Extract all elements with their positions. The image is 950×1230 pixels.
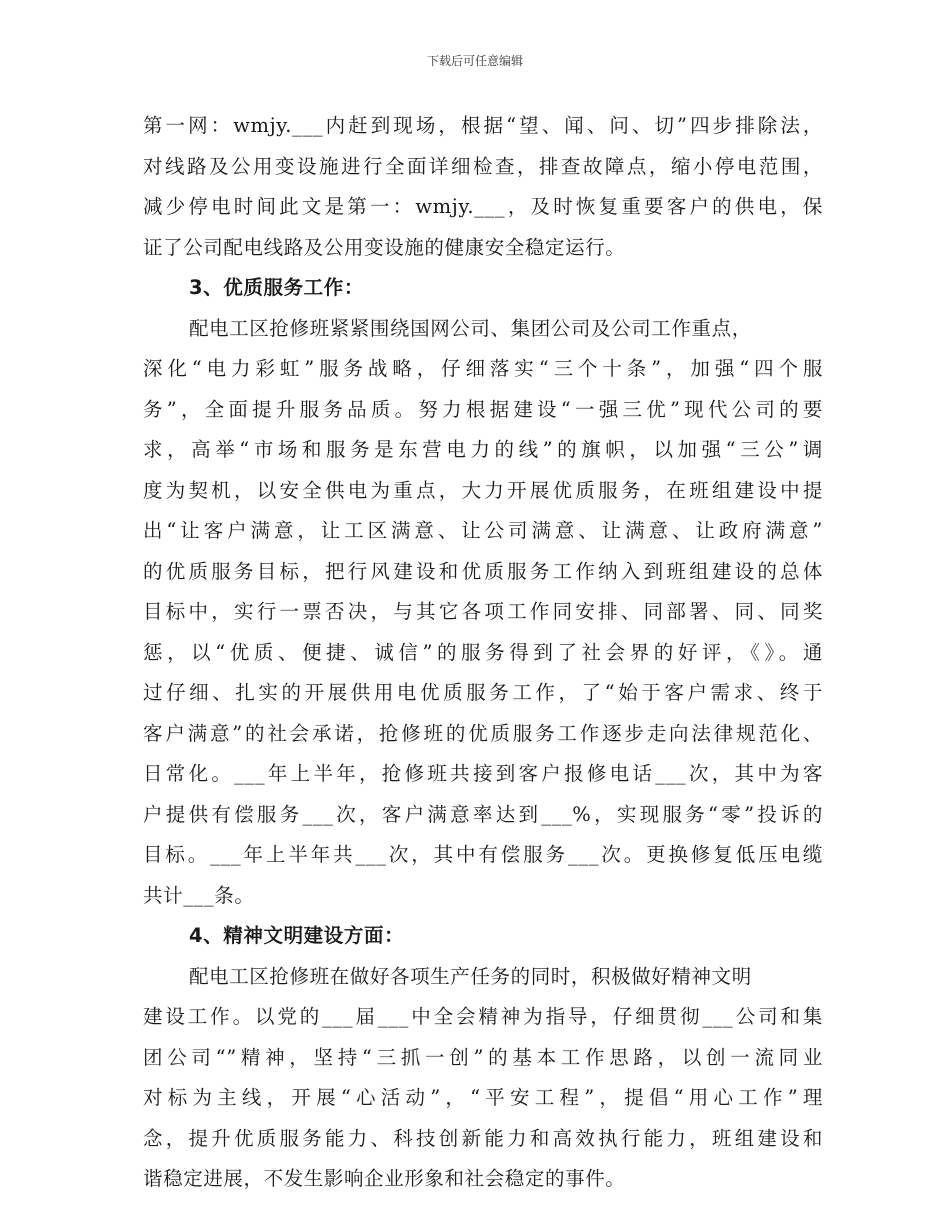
- section-heading-3: 3、优质服务工作：: [189, 276, 364, 299]
- text-line: 务”，全面提升服务品质。努力根据建设“一强三优”现代公司的要: [143, 397, 823, 421]
- text-line: 目标。___年上半年共___次，其中有偿服务___次。更换修复低压电缆: [143, 843, 823, 866]
- text-line: 对线路及公用变设施进行全面详细检查，排查故障点，缩小停电范围，: [143, 154, 823, 178]
- text-line: 度为契机，以安全供电为重点，大力开展优质服务，在班组建设中提: [143, 478, 823, 502]
- document-body: [143, 106, 823, 1200]
- text-line: 谐稳定进展，不发生影响企业形象和社会稳定的事件。: [143, 1167, 626, 1190]
- text-line: 配电工区抢修班在做好各项生产任务的同时，积极做好精神文明: [189, 964, 752, 988]
- text-line: 第一网：wmjy.___内赶到现场，根据“望、闻、问、切”四步排除法，: [143, 114, 823, 137]
- page-header: 下载后可任意编辑: [426, 54, 523, 68]
- text-line: 团公司“”精神，坚持“三抓一创”的基本工作思路，以创一流同业: [143, 1045, 823, 1069]
- text-line: 念，提升优质服务能力、科技创新能力和高效执行能力，班组建设和: [143, 1126, 823, 1150]
- text-line: 过仔细、扎实的开展供用电优质服务工作，了“始于客户需求、终于: [143, 681, 823, 704]
- text-line: 共计___条。: [143, 883, 255, 907]
- text-line: 建设工作。以党的___届___中全会精神为指导，仔细贯彻___公司和集: [143, 1005, 823, 1028]
- section-heading-4: 4、精神文明建设方面：: [189, 924, 405, 947]
- text-line: 深化“电力彩虹”服务战略，仔细落实“三个十条”，加强“四个服: [143, 357, 823, 380]
- text-line: 惩，以“优质、便捷、诚信”的服务得到了社会界的好评，《》。通: [143, 640, 823, 664]
- text-line: 证了公司配电线路及公用变设施的健康安全稳定运行。: [143, 235, 626, 259]
- text-line: 客户满意”的社会承诺，抢修班的优质服务工作逐步走向法律规范化、: [143, 721, 823, 745]
- text-line: 对标为主线，开展“心活动”，“平安工程”，提倡“用心工作”理: [143, 1086, 823, 1109]
- text-line: 目标中，实行一票否决，与其它各项工作同安排、同部署、同、同奖: [143, 600, 823, 623]
- text-line: 户提供有偿服务___次，客户满意率达到___%，实现服务“零”投诉的: [143, 802, 823, 826]
- text-line: 的优质服务目标，把行风建设和优质服务工作纳入到班组建设的总体: [143, 559, 823, 583]
- text-line: 出“让客户满意，让工区满意、让公司满意、让满意、让政府满意”: [143, 519, 823, 542]
- text-line: 求，高举“市场和服务是东营电力的线”的旗帜，以加强“三公”调: [143, 438, 823, 461]
- text-line: 减少停电时间此文是第一：wmjy.___，及时恢复重要客户的供电，保: [143, 195, 823, 218]
- text-line: 日常化。___年上半年，抢修班共接到客户报修电话___次，其中为客: [143, 762, 823, 785]
- text-line: 配电工区抢修班紧紧围绕国网公司、集团公司及公司工作重点，: [189, 316, 752, 340]
